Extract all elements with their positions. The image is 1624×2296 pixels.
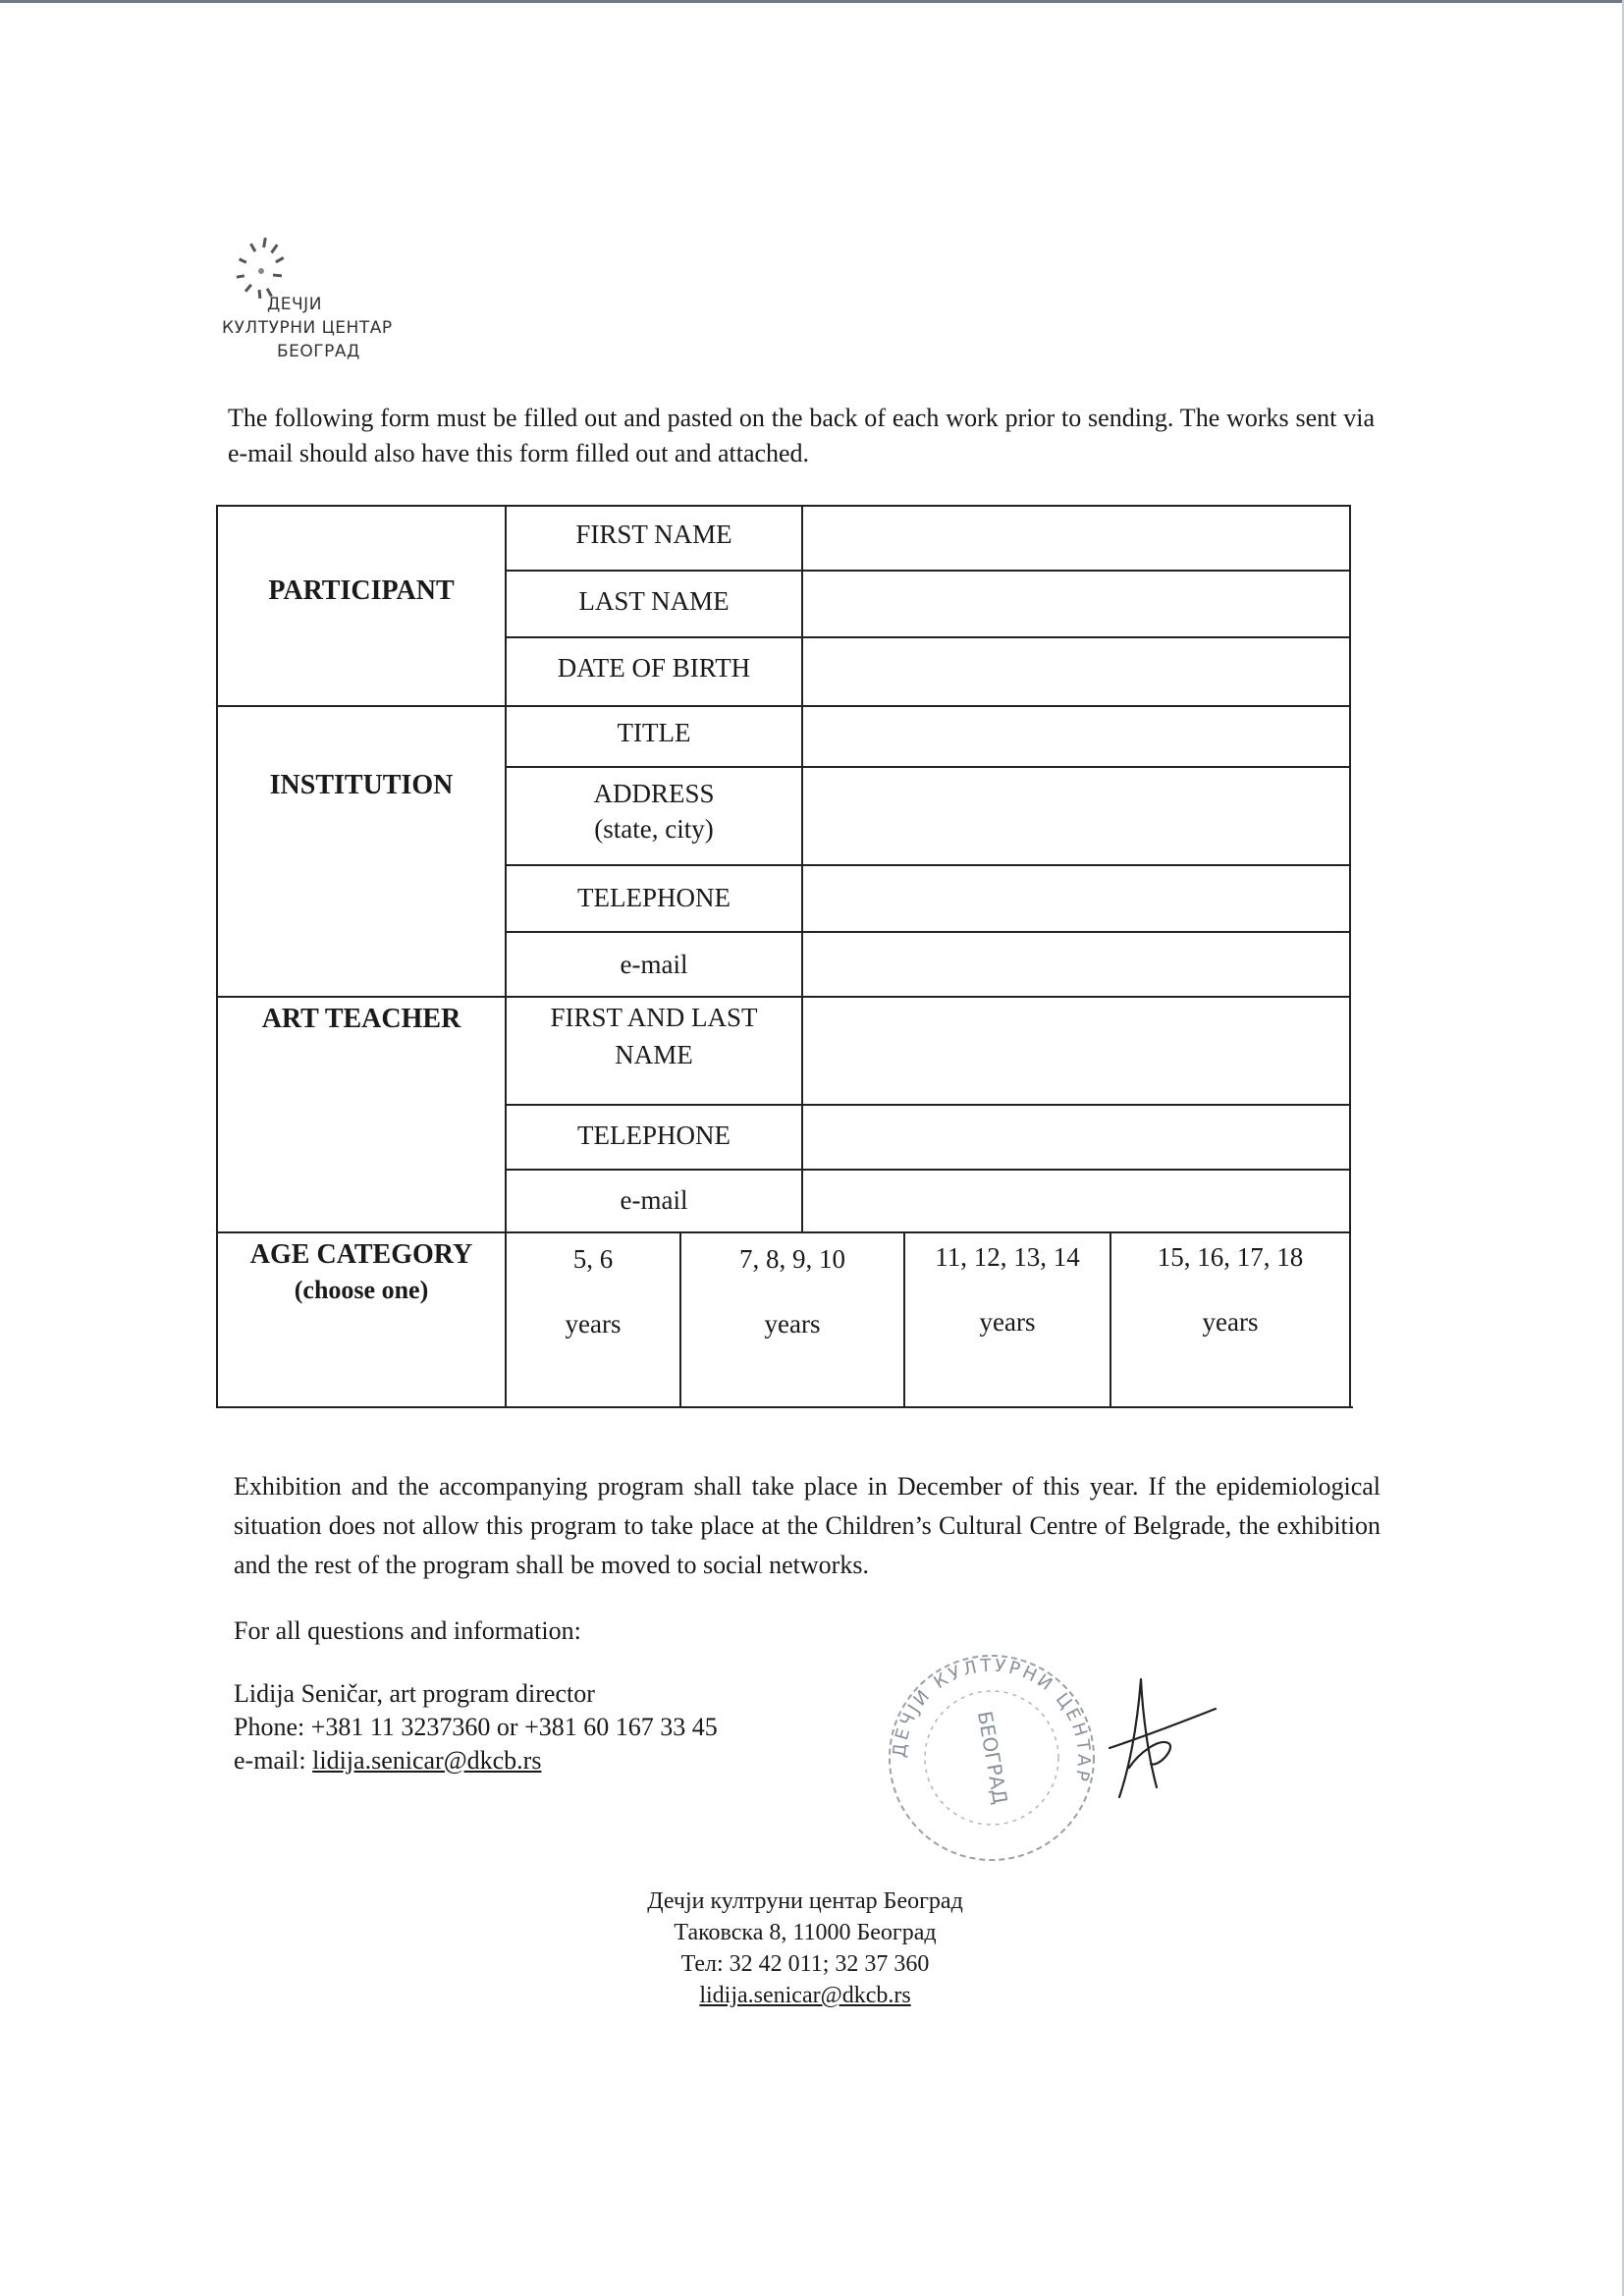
scan-edge <box>0 0 1624 3</box>
age-option-unit: years <box>565 1309 622 1339</box>
institution-address-note: (state, city) <box>594 814 714 844</box>
footer-email-link[interactable]: lidija.senicar@dkcb.rs <box>699 1983 911 2008</box>
teacher-email-field[interactable] <box>803 1171 1349 1231</box>
institution-telephone-label: TELEPHONE <box>577 883 731 912</box>
age-option-15-18[interactable] <box>1111 1233 1349 1406</box>
intro-paragraph: The following form must be filled out and pasted on the back of each work prior to sending. The works sent via e-mail should also have this form filled out and attached. <box>228 404 1375 467</box>
contact-name: Lidija Seničar, art program director <box>234 1679 595 1708</box>
teacher-name-label: FIRST AND LAST <box>550 1003 758 1032</box>
logo <box>222 234 418 371</box>
stamp-outer-text: ДЕЧЈИ КУЛТУРНИ ЦЕНТАР <box>889 1655 1095 1786</box>
contact-email-line <box>234 1744 541 1777</box>
signature-icon <box>1100 1669 1227 1817</box>
institution-title-label: TITLE <box>617 718 691 747</box>
teacher-name-field[interactable] <box>803 998 1349 1104</box>
exhibition-paragraph: Exhibition and the accompanying program shall take place in December of this year. If the epidemiological situation does not allow this program to take place at the Children’s Cultural Centre of Belgrade, the exhibition and the rest of the program shall be moved to social networks. <box>234 1472 1380 1579</box>
age-option-11-14[interactable] <box>905 1233 1110 1406</box>
age-option-unit: years <box>764 1309 821 1339</box>
teacher-telephone-label: TELEPHONE <box>577 1121 731 1150</box>
art-teacher-category-label: ART TEACHER <box>261 1004 461 1034</box>
last-name-label: LAST NAME <box>578 586 730 616</box>
age-category-label: AGE CATEGORY <box>249 1239 473 1270</box>
footer-address <box>550 1886 1060 2011</box>
age-option-unit: years <box>979 1307 1036 1337</box>
institution-telephone-field[interactable] <box>803 866 1349 931</box>
logo-text-line: КУЛТУРНИ ЦЕНТАР <box>222 318 393 338</box>
contact-email-label: e-mail: <box>234 1746 313 1775</box>
institution-category-label: INSTITUTION <box>269 770 454 800</box>
age-option-5-6[interactable] <box>507 1233 679 1406</box>
table-border <box>1349 505 1351 1408</box>
teacher-email-label: e-mail <box>620 1185 688 1215</box>
last-name-field[interactable] <box>803 572 1349 636</box>
logo-text-line: БЕОГРАД <box>277 342 360 361</box>
institution-title-field[interactable] <box>803 707 1349 766</box>
age-option-ages: 15, 16, 17, 18 <box>1157 1242 1304 1272</box>
teacher-telephone-field[interactable] <box>803 1106 1349 1169</box>
questions-heading: For all questions and information: <box>234 1616 581 1645</box>
date-of-birth-field[interactable] <box>803 638 1349 705</box>
footer-line: Тел: 32 42 011; 32 37 360 <box>680 1951 930 1977</box>
date-of-birth-label: DATE OF BIRTH <box>557 653 751 683</box>
footer-line: Дечји култруни центар Београд <box>647 1888 963 1914</box>
age-category-note: (choose one) <box>294 1276 429 1304</box>
age-option-ages: 7, 8, 9, 10 <box>739 1244 845 1274</box>
registration-form-table <box>216 505 1351 1408</box>
age-option-7-10[interactable] <box>681 1233 903 1406</box>
institution-address-field[interactable] <box>803 768 1349 864</box>
contact-email-link[interactable]: lidija.senicar@dkcb.rs <box>312 1746 542 1775</box>
table-border <box>216 1406 1353 1408</box>
participant-category-label: PARTICIPANT <box>268 575 455 606</box>
institution-address-label: ADDRESS <box>593 779 715 808</box>
first-name-field[interactable] <box>803 507 1349 570</box>
stamp-inner-text: БЕОГРАД <box>972 1709 1013 1807</box>
footer-line: Таковска 8, 11000 Београд <box>674 1920 937 1945</box>
age-option-ages: 11, 12, 13, 14 <box>935 1242 1080 1272</box>
sunburst-logo-icon <box>234 234 293 302</box>
logo-text-line: ДЕЧЈИ <box>267 295 322 314</box>
official-stamp-icon <box>884 1650 1100 1866</box>
institution-email-label: e-mail <box>620 950 688 979</box>
institution-email-field[interactable] <box>803 933 1349 996</box>
first-name-label: FIRST NAME <box>575 519 732 549</box>
age-option-ages: 5, 6 <box>572 1244 614 1274</box>
teacher-name-label-line2: NAME <box>615 1040 693 1069</box>
contact-phone: Phone: +381 11 3237360 or +381 60 167 33 45 <box>234 1713 718 1741</box>
age-option-unit: years <box>1202 1307 1259 1337</box>
